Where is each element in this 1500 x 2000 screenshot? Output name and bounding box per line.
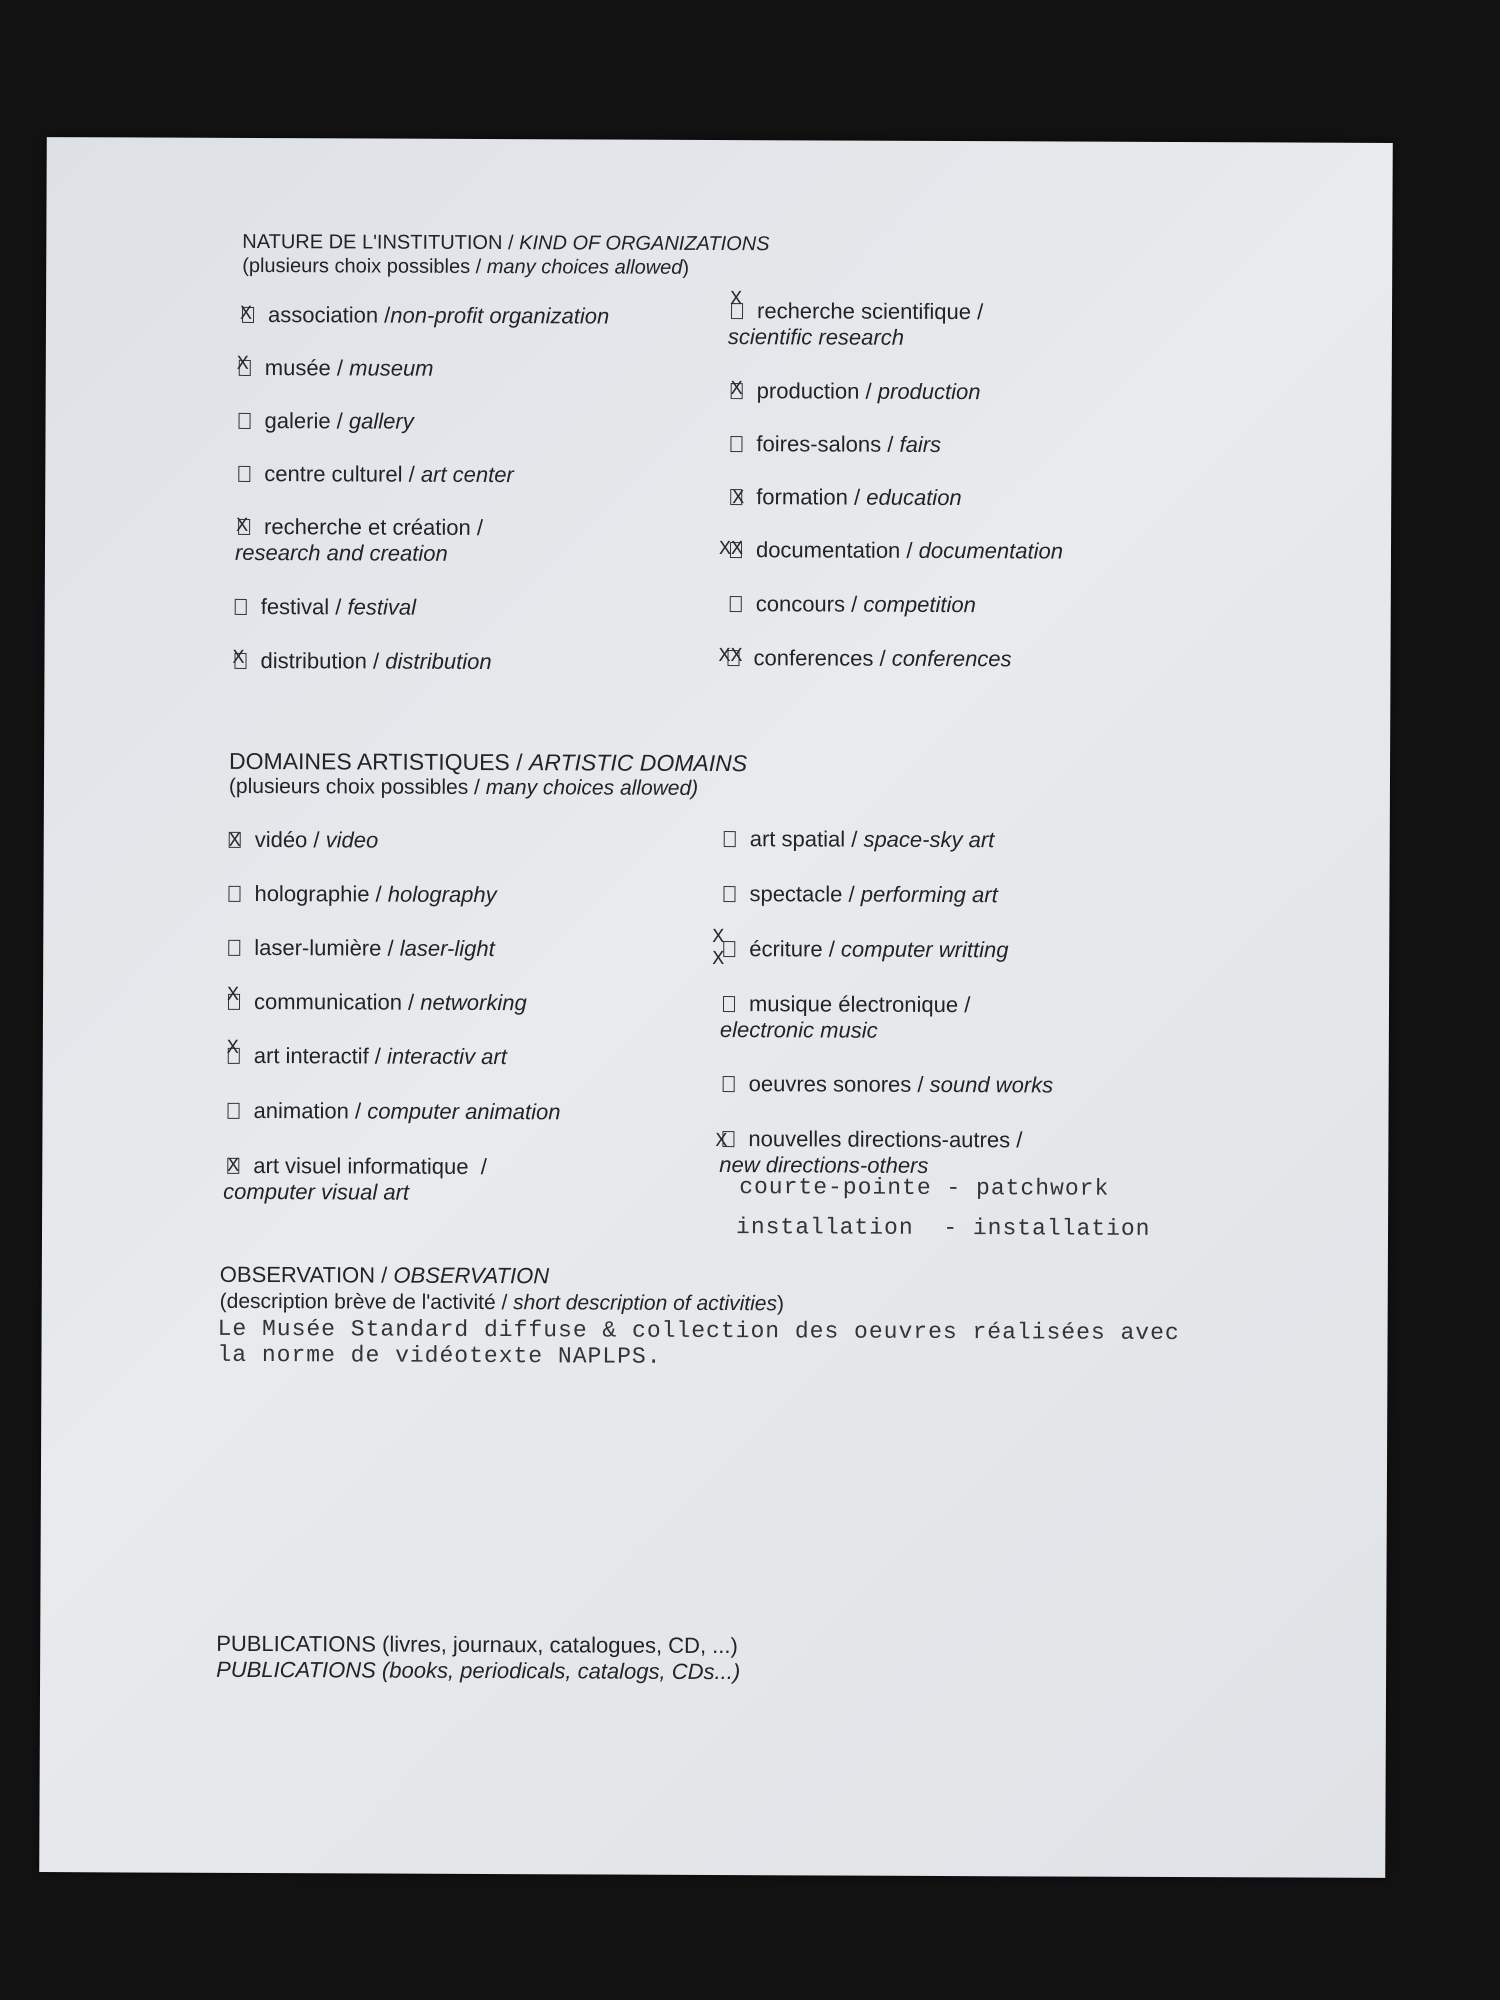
checkbox-checked[interactable]: X [731,303,743,319]
domain-item-art-interactif[interactable]: X art interactif / interactiv art [226,1036,507,1070]
checkbox-checked[interactable]: X [730,378,743,402]
domain-item-art-spatial[interactable]: art spatial / space-sky art [724,826,995,853]
nature-subtitle: (plusieurs choix possibles / many choices allowed) [242,254,690,279]
domain-item-animation[interactable]: animation / computer animation [227,1098,560,1125]
checkbox-checked[interactable]: XX [718,538,744,562]
checkbox[interactable] [723,996,735,1012]
nature-item-association[interactable]: X association /non-profit organization [239,302,610,329]
domains-title: DOMAINES ARTISTIQUES / ARTISTIC DOMAINS [229,747,748,777]
checkbox-checked[interactable]: X [236,352,249,376]
checkbox-checked[interactable]: XX [718,645,743,669]
typed-other-domain-1: courte-pointe - patchwork [739,1174,1110,1202]
checkbox-checked[interactable]: X [239,302,253,326]
checkbox-checked[interactable]: X [236,514,249,538]
publications-line-en: PUBLICATIONS (books, periodicals, catalogs, CDs...) [216,1656,741,1685]
checkbox[interactable] [724,831,736,847]
checkbox-checked[interactable]: X [228,994,240,1010]
nature-item-distribution[interactable]: X distribution / distribution [232,646,492,675]
nature-item-conferences[interactable]: XX conferences / conferences [718,645,1012,672]
checkbox-checked[interactable]: X [228,1048,240,1064]
nature-item-galerie[interactable]: galerie / gallery [238,408,413,435]
observation-typed-line-2: la norme de vidéotexte NAPLPS. [217,1341,662,1370]
checkbox[interactable] [723,1076,735,1092]
domain-item-art-visuel-en: computer visual art [223,1178,410,1205]
form-page [39,137,1393,1878]
nature-item-centre-culturel[interactable]: centre culturel / art center [238,461,514,488]
domain-item-holographie[interactable]: holographie / holography [228,881,496,908]
nature-item-recherche-creation[interactable]: X recherche et création / [236,514,484,540]
domain-item-spectacle[interactable]: spectacle / performing art [723,881,997,908]
domain-item-ecriture[interactable]: X X écriture / computer writting [712,925,1009,972]
checkbox[interactable] [239,413,251,429]
checkbox[interactable] [228,1103,240,1119]
domain-item-musique-en: electronic music [719,1017,878,1043]
nature-item-documentation[interactable]: XX documentation / documentation [718,537,1064,564]
checkbox[interactable] [730,596,742,612]
checkbox-checked[interactable]: X [228,829,241,853]
domain-item-nouvelles-directions-en: new directions-others [719,1152,929,1178]
nature-item-recherche-scientifique[interactable]: X recherche scientifique / [730,288,984,325]
publications-line-fr: PUBLICATIONS (livres, journaux, catalogues, CD, ...) [216,1630,738,1659]
nature-title: NATURE DE L'INSTITUTION / KIND OF ORGANIZATIONS [242,230,770,256]
domain-item-oeuvres-sonores[interactable]: oeuvres sonores / sound works [723,1071,1054,1098]
observation-typed-line-1: Le Musée Standard diffuse & collection des oeuvres réalisées avec [217,1315,1180,1347]
domain-item-communication[interactable]: X communication / networking [226,983,527,1016]
nature-item-recherche-scientifique-en: scientific research [727,324,905,350]
domain-item-musique[interactable]: musique électronique / [723,991,970,1018]
nature-item-production[interactable]: X production / production [730,378,981,405]
domains-subtitle: (plusieurs choix possibles / many choices allowed) [228,774,699,800]
domain-item-video[interactable]: X vidéo / video [228,826,379,853]
checkbox-checked[interactable]: X [722,1131,734,1147]
observation-title: OBSERVATION / OBSERVATION [219,1261,550,1289]
observation-subtitle: (description brève de l'activité / short description of activities) [219,1289,785,1316]
checkbox[interactable] [235,599,247,615]
domain-item-nouvelles-directions[interactable]: X nouvelles directions-autres / [715,1126,1023,1154]
checkbox[interactable] [228,940,240,956]
checkbox-checked[interactable]: X [732,487,745,511]
checkbox[interactable] [723,886,735,902]
checkbox[interactable] [730,436,742,452]
checkbox[interactable] [238,466,250,482]
checkbox-checked[interactable]: X [227,1154,240,1178]
typed-other-domain-2: installation - installation [735,1214,1151,1242]
nature-item-festival[interactable]: festival / festival [235,594,416,621]
nature-item-concours[interactable]: concours / competition [730,591,976,618]
nature-item-formation[interactable]: X formation / education [732,484,962,511]
domain-item-laser[interactable]: laser-lumière / laser-light [228,935,495,962]
nature-item-foires-salons[interactable]: foires-salons / fairs [730,431,941,458]
nature-item-musee[interactable]: X musée / museum [236,352,434,381]
nature-item-recherche-creation-en: research and creation [234,539,448,566]
checkbox-checked[interactable]: X X [723,941,735,957]
checkbox[interactable] [228,886,240,902]
domain-item-art-visuel[interactable]: X art visuel informatique / [227,1152,487,1180]
checkbox-checked[interactable]: X [232,646,245,670]
